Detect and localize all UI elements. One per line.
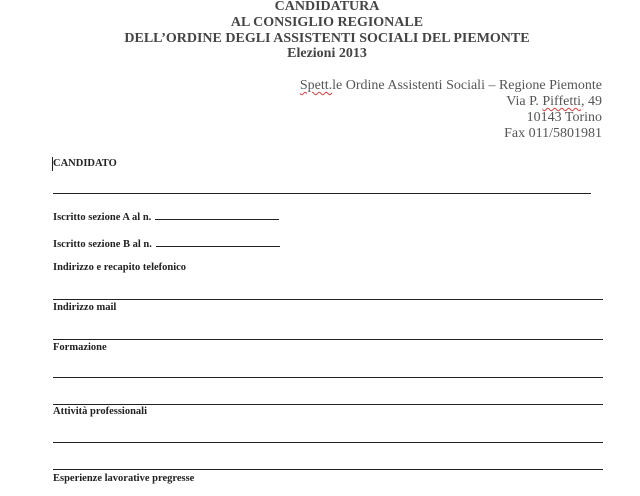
address-street (506, 94, 602, 110)
section-a-number-field[interactable] (155, 210, 279, 220)
professional-line-2[interactable] (53, 469, 603, 470)
label-professional: Attività professionali (53, 406, 148, 417)
label-section-b-text: Iscritto sezione B al n. (53, 239, 152, 250)
education-line-1[interactable] (53, 377, 603, 378)
address-street-number: , 49 (581, 94, 602, 109)
label-education: Formazione (53, 342, 107, 353)
education-line-2[interactable] (53, 404, 603, 405)
label-section-a (53, 210, 279, 224)
label-section-a-text: Iscritto sezione A al n. (53, 212, 152, 223)
header-line-order: DELL’ORDINE DEGLI ASSISTENTI SOCIALI DEL PIEMONTE (124, 31, 530, 46)
address-phone-line[interactable] (53, 299, 603, 300)
email-line[interactable] (53, 339, 603, 340)
candidate-name-line[interactable] (53, 193, 591, 194)
address-street-prefix: Via P. (506, 94, 543, 109)
address-recipient-name: le Ordine Assistenti Sociali – Regione Piemonte (332, 78, 602, 93)
header-title: CANDIDATURA (274, 0, 380, 14)
section-b-number-field[interactable] (156, 237, 280, 247)
label-section-b (53, 237, 280, 251)
label-candidate: CANDIDATO (53, 158, 117, 169)
address-fax: Fax 011/5801981 (504, 126, 602, 141)
header-line-council: AL CONSIGLIO REGIONALE (230, 15, 424, 30)
address-street-name: Piffetti (542, 94, 581, 109)
label-experience: Esperienze lavorative pregresse (53, 473, 195, 484)
label-address-phone: Indirizzo e recapito telefonico (53, 262, 187, 273)
address-city: 10143 Torino (526, 110, 602, 125)
professional-line-1[interactable] (53, 442, 603, 443)
label-email: Indirizzo mail (53, 302, 117, 313)
header-line-elections: Elezioni 2013 (287, 46, 367, 61)
address-recipient-abbrev: Spett. (299, 78, 333, 93)
address-recipient (300, 78, 602, 94)
